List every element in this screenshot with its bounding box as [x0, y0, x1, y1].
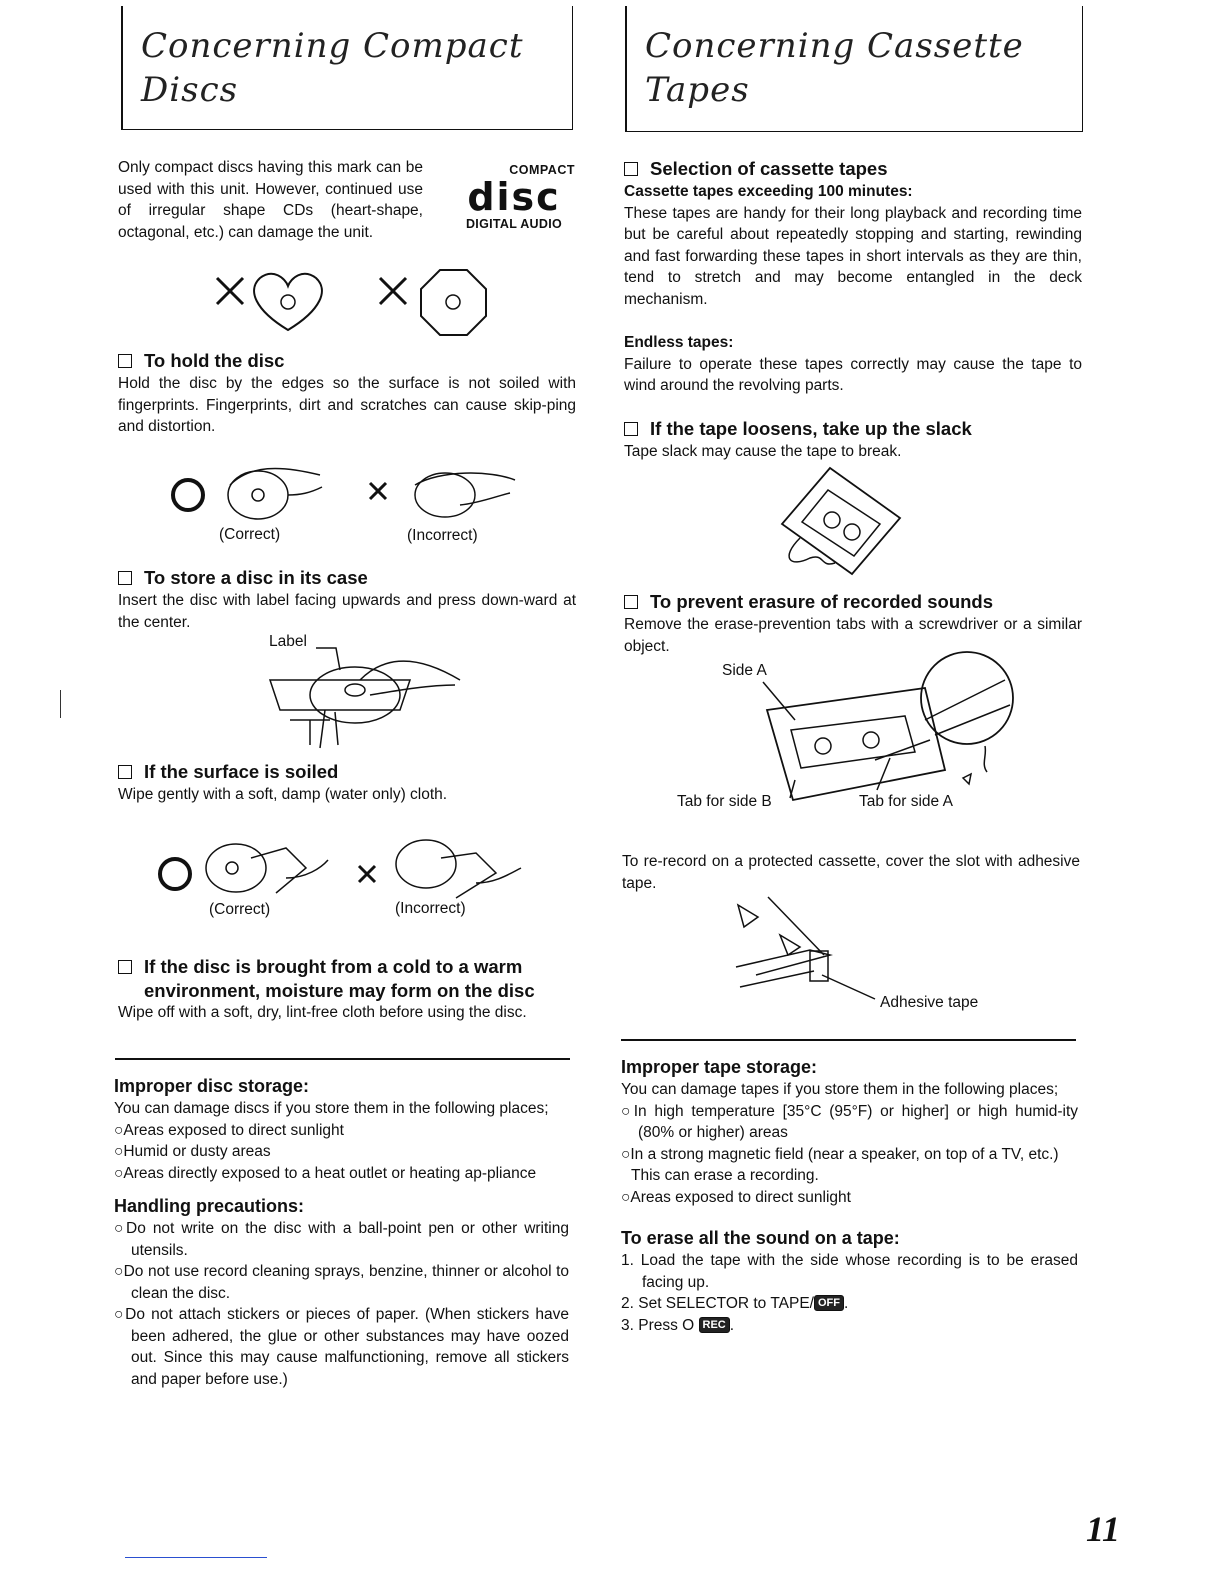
endless-subhead: Endless tapes: [624, 334, 734, 351]
compact-disc-logo [453, 163, 575, 231]
logo-bottom-text: DIGITAL AUDIO [465, 217, 563, 231]
disc-case-illustration [270, 640, 470, 750]
store-text: Insert the disc with label facing upwards and press down-ward at the center. [118, 592, 576, 631]
disc-storage-heading: Improper disc storage: [114, 1076, 310, 1096]
irregular-cd-illustration [215, 270, 495, 345]
hold-section [118, 349, 576, 438]
tape-storage-heading: Improper tape storage: [621, 1057, 818, 1077]
margin-mark [60, 690, 61, 718]
erase-step: 1. Load the tape with the side whose recording is to be erased facing up. [621, 1252, 1078, 1291]
right-divider [621, 1039, 1076, 1041]
tab-side-a-label: Tab for side A [859, 793, 953, 810]
right-title-line2: Tapes [645, 70, 750, 110]
selection-heading: Selection of cassette tapes [624, 157, 1082, 181]
caption-incorrect-2: (Incorrect) [395, 900, 466, 917]
handling-heading: Handling precautions: [114, 1196, 305, 1216]
disc-storage-intro: You can damage discs if you store them in the following places; [114, 1100, 549, 1117]
tape-storage-item: ○In a strong magnetic field (near a speaker, on top of a TV, etc.) [621, 1145, 1059, 1163]
rerecord-text: To re-record on a protected cassette, cover the slot with adhesive tape. [622, 853, 1080, 892]
tape-storage-note: This can erase a recording. [631, 1167, 819, 1184]
page-number: 11 [1086, 1509, 1121, 1549]
erasure-heading: To prevent erasure of recorded sounds [624, 590, 1082, 614]
slack-text: Tape slack may cause the tape to break. [624, 443, 902, 460]
disc-storage-section [114, 1074, 569, 1390]
intro-text: Only compact discs having this mark can be used with this unit. However, continued use of irregular shape CDs (heart-shape, octagonal, etc.) can damage the unit. [118, 159, 423, 241]
disc-storage-item: ○Areas exposed to direct sunlight [114, 1121, 344, 1139]
checkbox-icon [118, 571, 132, 585]
left-section-title [121, 6, 573, 130]
exceeding-text: These tapes are handy for their long playback and recording time but be careful about repeatedly stopping and starting, rewinding and fast forwarding these tapes in short intervals as they are thin, tend to stretch and may become entangled in the deck mechanism. [624, 204, 1082, 308]
logo-middle-text: disc [467, 175, 561, 219]
slack-heading: If the tape loosens, take up the slack [624, 417, 1082, 441]
checkbox-icon [118, 354, 132, 368]
erase-step: 3. Press O REC . [621, 1316, 735, 1334]
erasure-text: Remove the erase-prevention tabs with a screwdriver or a similar object. [624, 616, 1082, 655]
left-title-line2: Discs [141, 70, 239, 110]
checkbox-icon [624, 162, 638, 176]
tape-storage-section [621, 1055, 1078, 1336]
handling-item: ○Do not use record cleaning sprays, benzine, thinner or alcohol to clean the disc. [114, 1263, 569, 1302]
checkbox-icon [624, 595, 638, 609]
cold-text: Wipe off with a soft, dry, lint-free cloth before using the disc. [118, 1004, 527, 1021]
erasure-section [624, 590, 1082, 657]
right-title-line1: Concerning Cassette [645, 26, 1024, 66]
hold-heading: To hold the disc [118, 349, 576, 373]
tape-storage-intro: You can damage tapes if you store them in the following places; [621, 1081, 1059, 1098]
tape-storage-item: ○Areas exposed to direct sunlight [621, 1188, 851, 1206]
store-heading: To store a disc in its case [118, 566, 576, 590]
logo-top-text: COMPACT [509, 163, 575, 177]
soiled-text: Wipe gently with a soft, damp (water only) cloth. [118, 786, 448, 803]
soiled-section [118, 760, 576, 806]
cold-section [118, 955, 578, 1024]
checkbox-icon [118, 765, 132, 779]
rec-key: REC [699, 1317, 730, 1333]
store-section [118, 566, 576, 633]
wipe-disc-illustration [156, 838, 526, 904]
intro-paragraph [118, 157, 423, 243]
tab-side-b-label: Tab for side B [677, 793, 772, 810]
disc-storage-item: ○Humid or dusty areas [114, 1143, 271, 1160]
handling-item: ○Do not attach stickers or pieces of paper. (When stickers have been adhered, the glue or other substances may have oozed out. Since this may cause malfunctioning, remove all stickers and paper before use.) [114, 1306, 569, 1388]
cassette-tabs-illustration [755, 660, 1020, 810]
rerecord-section [622, 851, 1080, 894]
disc-storage-item: ○Areas directly exposed to a heat outlet or heating ap-pliance [114, 1164, 537, 1182]
bottom-rule [125, 1557, 267, 1558]
caption-correct-2: (Correct) [209, 901, 271, 918]
label-callout: Label [269, 633, 307, 650]
handling-item: ○Do not write on the disc with a ball-point pen or other writing utensils. [114, 1220, 569, 1259]
cold-heading: If the disc is brought from a cold to a warm environment, moisture may form on the disc [118, 955, 578, 1002]
left-title-line1: Concerning Compact [141, 26, 524, 66]
checkbox-icon [118, 960, 132, 974]
tape-storage-item: ○In high temperature [35°C (95°F) or higher] or high humid-ity (80% or higher) areas [621, 1102, 1078, 1141]
caption-incorrect: (Incorrect) [407, 527, 478, 544]
left-divider [115, 1058, 570, 1060]
erase-step: 2. Set SELECTOR to TAPE/ OFF . [621, 1295, 849, 1312]
right-section-title [625, 6, 1083, 132]
caption-correct: (Correct) [219, 526, 281, 543]
slack-section [624, 417, 1082, 463]
adhesive-tape-illustration [730, 895, 880, 1005]
erase-heading: To erase all the sound on a tape: [621, 1228, 900, 1248]
hold-disc-illustration [170, 465, 530, 527]
endless-text: Failure to operate these tapes correctly may cause the tape to wind around the revolving parts. [624, 355, 1082, 394]
off-key: OFF [814, 1295, 844, 1311]
checkbox-icon [624, 422, 638, 436]
side-a-label: Side A [722, 662, 767, 679]
soiled-heading: If the surface is soiled [118, 760, 576, 784]
selection-section [624, 157, 1082, 397]
loose-tape-illustration [780, 468, 904, 576]
adhesive-tape-label: Adhesive tape [880, 994, 979, 1011]
exceeding-subhead: Cassette tapes exceeding 100 minutes: [624, 183, 913, 200]
hold-text: Hold the disc by the edges so the surface is not soiled with fingerprints. Fingerprints, dirt and scratches can cause skip-ping and distortion. [118, 375, 576, 435]
